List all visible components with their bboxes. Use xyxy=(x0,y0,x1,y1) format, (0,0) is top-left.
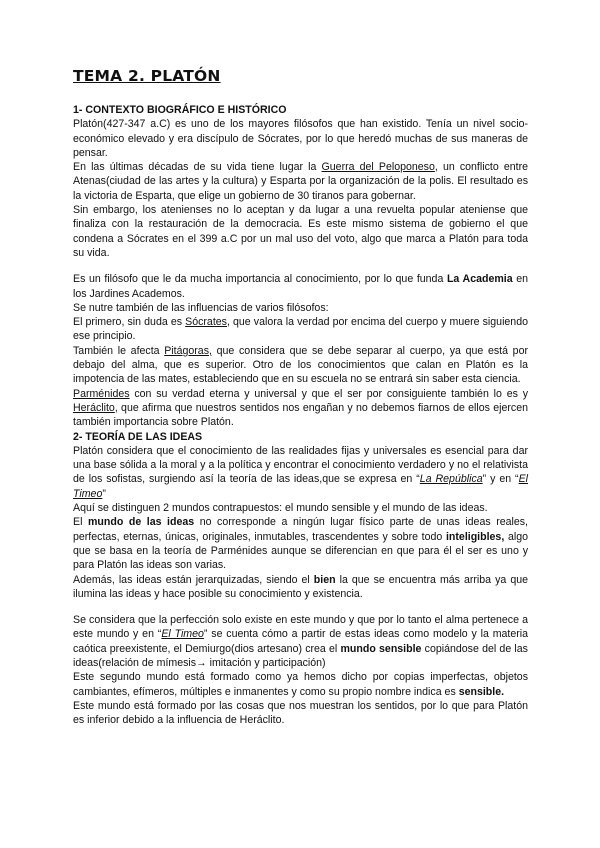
text-fragment: ” xyxy=(102,487,106,500)
link-parmenides[interactable]: Parménides xyxy=(73,387,130,400)
text-fragment: algo que se basa en la teoría de Parménides aunque se diferencian en que para él el ser es uno y para Platón las ideas son varias. xyxy=(73,530,528,572)
bold-inteligibles: inteligibles, xyxy=(445,530,505,543)
paragraph-influences: Se nutre también de las influencias de varios filósofos: xyxy=(73,301,329,314)
text-fragment: El xyxy=(73,516,88,529)
paragraph-biography: Platón(427-347 a.C) es uno de los mayores filósofos que han existido. Tenía un nivel socio-económico elevado y era discípulo de Sócrates, por lo que heredó muchas de sus maneras de pensar. xyxy=(73,118,528,159)
bold-la-academia: La Academia xyxy=(446,273,513,286)
text-fragment: , que valora la verdad por encima del cuerpo y muere siguiendo ese principio. xyxy=(73,316,528,343)
text-fragment: no corresponde a ningún lugar físico parte de unas ideas reales, perfectas, eternas, únicas, originales, inmutables, trascendentes y sobre todo xyxy=(73,516,528,543)
link-la-republica[interactable]: La República xyxy=(419,473,483,486)
text-fragment: que considera que se debe separar al cuerpo, ya que está por debajo del alma, que es superior. Otro de los conocimientos que calan en Platón es la impotencia de las mates, estableciendo que en su escuela no se entrará sin saber esta ciencia. xyxy=(73,344,528,386)
paragraph-dos-mundos: Aquí se distinguen 2 mundos contrapuestos: el mundo sensible y el mundo de las ideas. xyxy=(73,502,488,515)
section-heading-context: 1- CONTEXTO BIOGRÁFICO E HISTÓRICO xyxy=(73,104,287,116)
text-fragment: También le afecta xyxy=(73,344,165,357)
paragraph-spacer xyxy=(73,601,528,613)
text-fragment: con su verdad eterna y universal y que el ser por consiguiente también lo es y xyxy=(129,387,528,400)
link-heraclito[interactable]: Heráclito xyxy=(73,401,115,414)
link-el-timeo[interactable]: El Timeo xyxy=(73,473,529,500)
page-title: TEMA 2. PLATÓN xyxy=(73,67,221,85)
link-socrates[interactable]: Sócrates xyxy=(185,316,227,329)
text-fragment: Es un filósofo que le da mucha importancia al conocimiento, por lo que funda xyxy=(73,273,447,286)
text-fragment: copiándose del de las ideas(relación de mímesis→ imitación y participación) xyxy=(73,642,528,669)
text-fragment: El primero, sin duda es xyxy=(73,316,186,329)
paragraph-jerarquia xyxy=(73,573,528,602)
text-fragment: ” y en “ xyxy=(482,473,519,486)
link-pitagoras[interactable]: Pitágoras, xyxy=(164,344,212,357)
bold-sensible: sensible. xyxy=(458,685,505,698)
bold-mundo-ideas: mundo de las ideas xyxy=(87,516,195,529)
paragraph-academia xyxy=(73,272,528,301)
text-fragment: Platón considera que el conocimiento de las realidades fijas y universales es esencial para dar una base sólida a la moral y a la política y encontrar el conocimiento verdadero y no el relativista de los sofistas, surgiendo así la teoría de las ideas,que se expresa en “ xyxy=(73,444,528,486)
text-fragment: la que se encuentra más arriba ya que ilumina las ideas y hace posible su conocimiento y existencia. xyxy=(73,573,528,600)
paragraph-peloponnesian-war xyxy=(73,160,528,203)
text-fragment: Se considera que la perfección solo existe en este mundo y que por lo tanto el alma pertenece a este mundo y en “ xyxy=(73,614,528,641)
paragraph-segundo-mundo xyxy=(73,670,528,699)
section-heading-ideas: 2- TEORÍA DE LAS IDEAS xyxy=(73,430,203,443)
paragraph-spacer xyxy=(73,260,528,272)
paragraph-demiurgo xyxy=(73,613,528,670)
paragraph-parmenides-heraclito xyxy=(73,387,528,430)
text-fragment: Este segundo mundo está formado como ya hemos dicho por copias imperfectas, objetos cambiantes, efímeros, múltiples e inmanentes y como su propio nombre indica es xyxy=(73,671,528,698)
paragraph-pitagoras xyxy=(73,344,528,387)
paragraph-teoria-ideas xyxy=(73,444,528,501)
paragraph-sentidos: Este mundo está formado por las cosas que nos muestran los sentidos, por lo que para Platón es inferior debido a la influencia de Heráclito. xyxy=(73,699,528,727)
paragraph-democracy: Sin embargo, los atenienses no lo aceptan y da lugar a una revuelta popular ateniense que finaliza con la restauración de la democracia. Es este mismo sistema de gobierno el que condena a Sócrates en el 399 a.C por un mal uso del voto, algo que marca a Platón para toda su vida. xyxy=(73,204,528,259)
text-fragment: ” se cuenta cómo a partir de estas ideas como modelo y la materia caótica preexistente, el Demiurgo(dios artesano) crea el xyxy=(73,628,529,655)
link-guerra-peloponeso[interactable]: Guerra del Peloponeso xyxy=(321,161,435,174)
text-fragment: , un conflicto entre Atenas(ciudad de las artes y la cultura) y Esparta por la organización de la polis. El resultado es la victoria de Esparta, que elige un gobierno de 30 tiranos para gobernar. xyxy=(73,161,528,202)
text-fragment: en los Jardines Academos. xyxy=(73,273,528,300)
paragraph-mundo-ideas xyxy=(73,515,528,572)
bold-bien: bien xyxy=(313,573,336,586)
text-fragment: , que afirma que nuestros sentidos nos engañan y no debemos fiarnos de ellos ejercen también importancia sobre Platón. xyxy=(73,401,528,429)
link-el-timeo-2[interactable]: El Timeo xyxy=(161,628,204,641)
text-fragment: En las últimas décadas de su vida tiene lugar la xyxy=(73,161,322,174)
text-fragment: Además, las ideas están jerarquizadas, siendo el xyxy=(73,573,314,586)
bold-mundo-sensible: mundo sensible xyxy=(340,642,422,655)
paragraph-socrates xyxy=(73,315,528,344)
